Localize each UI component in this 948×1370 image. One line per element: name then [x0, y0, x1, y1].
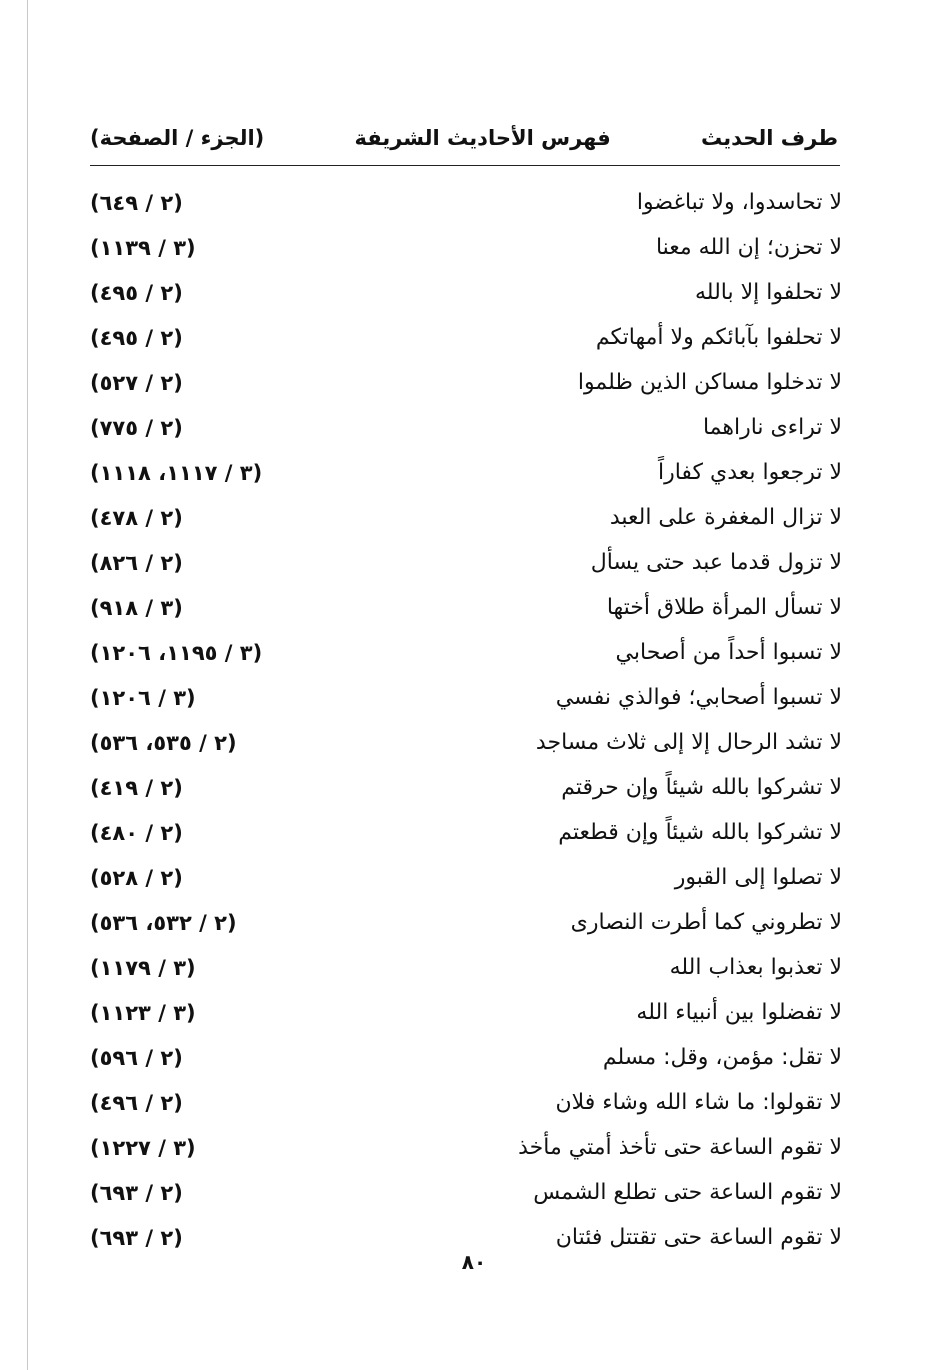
- hadith-text: لا تفضلوا بين أنبياء الله: [636, 1000, 842, 1025]
- volume-page-ref: (٢ / ٥٢٧): [90, 370, 183, 395]
- hadith-text: لا تقوم الساعة حتى تأخذ أمتي مأخذ: [518, 1135, 842, 1160]
- volume-page-ref: (٣ / ١١٧٩): [90, 955, 196, 980]
- header-column-hadith: طرف الحديث: [700, 126, 838, 150]
- hadith-text: لا تحزن؛ إن الله معنا: [655, 235, 842, 260]
- index-entry: [90, 360, 842, 405]
- index-entry: [90, 315, 842, 360]
- index-entry: [90, 1035, 842, 1080]
- index-entry: [90, 450, 842, 495]
- header-rule: [90, 165, 840, 166]
- hadith-text: لا تشد الرحال إلا إلى ثلاث مساجد: [535, 730, 842, 755]
- volume-page-ref: (٢ / ٦٩٣): [90, 1225, 183, 1250]
- volume-page-ref: (٣ / ١٢٠٦): [90, 685, 196, 710]
- hadith-text: لا تدخلوا مساكن الذين ظلموا: [577, 370, 842, 395]
- hadith-text: لا تطروني كما أطرت النصارى: [570, 910, 842, 935]
- hadith-text: لا تعذبوا بعذاب الله: [669, 955, 842, 980]
- hadith-text: لا تقوم الساعة حتى تطلع الشمس: [533, 1180, 842, 1205]
- header-title: فهرس الأحاديث الشريفة: [354, 126, 611, 150]
- volume-page-ref: (٢ / ٨٢٦): [90, 550, 183, 575]
- volume-page-ref: (٢ / ٥٣٢، ٥٣٦): [90, 910, 237, 935]
- index-entry: [90, 540, 842, 585]
- hadith-text: لا تصلوا إلى القبور: [674, 865, 842, 890]
- hadith-text: لا تزول قدما عبد حتى يسأل: [590, 550, 842, 575]
- volume-page-ref: (٢ / ٤٩٥): [90, 325, 183, 350]
- volume-page-ref: (٣ / ١١٩٥، ١٢٠٦): [90, 640, 263, 665]
- hadith-text: لا تحلفوا بآبائكم ولا أمهاتكم: [595, 325, 842, 350]
- hadith-text: لا تسأل المرأة طلاق أختها: [606, 595, 842, 620]
- page-number: ٨٠: [461, 1250, 487, 1274]
- volume-page-ref: (٣ / ١١١٧، ١١١٨): [90, 460, 263, 485]
- volume-page-ref: (٢ / ٧٧٥): [90, 415, 183, 440]
- volume-page-ref: (٢ / ٤٨٠): [90, 820, 183, 845]
- volume-page-ref: (٣ / ١١٣٩): [90, 235, 196, 260]
- index-entry: [90, 900, 842, 945]
- index-entry: [90, 1080, 842, 1125]
- hadith-text: لا تراءى ناراهما: [702, 415, 842, 440]
- hadith-text: لا تزال المغفرة على العبد: [609, 505, 842, 530]
- index-entry: [90, 675, 842, 720]
- index-entry: [90, 765, 842, 810]
- volume-page-ref: (٢ / ٤١٩): [90, 775, 183, 800]
- index-entry: [90, 405, 842, 450]
- index-entry: [90, 855, 842, 900]
- volume-page-ref: (٢ / ٦٩٣): [90, 1180, 183, 1205]
- hadith-text: لا تقل: مؤمن، وقل: مسلم: [602, 1045, 842, 1070]
- index-entry: [90, 1125, 842, 1170]
- volume-page-ref: (٢ / ٦٤٩): [90, 190, 183, 215]
- hadith-text: لا تحاسدوا، ولا تباغضوا: [636, 190, 842, 215]
- volume-page-ref: (٣ / ٩١٨): [90, 595, 183, 620]
- volume-page-ref: (٢ / ٤٧٨): [90, 505, 183, 530]
- volume-page-ref: (٣ / ١٢٢٧): [90, 1135, 196, 1160]
- hadith-text: لا تسبوا أصحابي؛ فوالذي نفسي: [555, 685, 842, 710]
- index-entry: [90, 495, 842, 540]
- index-entry: [90, 945, 842, 990]
- index-entry: [90, 270, 842, 315]
- running-header: [90, 120, 838, 156]
- hadith-text: لا ترجعوا بعدي كفاراً: [657, 460, 842, 485]
- index-entry: [90, 630, 842, 675]
- index-entry: [90, 990, 842, 1035]
- index-entry: [90, 1170, 842, 1215]
- header-column-reference: (الجزء / الصفحة): [90, 126, 265, 150]
- index-entry: [90, 180, 842, 225]
- index-entry: [90, 585, 842, 630]
- index-entry: [90, 720, 842, 765]
- hadith-text: لا تشركوا بالله شيئاً وإن قطعتم: [558, 820, 842, 845]
- hadith-text: لا تشركوا بالله شيئاً وإن حرقتم: [561, 775, 842, 800]
- index-entry: [90, 225, 842, 270]
- volume-page-ref: (٢ / ٤٩٥): [90, 280, 183, 305]
- hadith-text: لا تقولوا: ما شاء الله وشاء فلان: [555, 1090, 842, 1115]
- volume-page-ref: (٢ / ٤٩٦): [90, 1090, 183, 1115]
- volume-page-ref: (٣ / ١١٢٣): [90, 1000, 196, 1025]
- page-edge-line: [27, 0, 28, 1370]
- volume-page-ref: (٢ / ٥٢٨): [90, 865, 183, 890]
- volume-page-ref: (٢ / ٥٩٦): [90, 1045, 183, 1070]
- hadith-text: لا تقوم الساعة حتى تقتتل فئتان: [555, 1225, 842, 1250]
- volume-page-ref: (٢ / ٥٣٥، ٥٣٦): [90, 730, 237, 755]
- hadith-text: لا تسبوا أحداً من أصحابي: [615, 640, 842, 665]
- hadith-text: لا تحلفوا إلا بالله: [694, 280, 842, 305]
- index-entry: [90, 810, 842, 855]
- index-list: [90, 180, 842, 1260]
